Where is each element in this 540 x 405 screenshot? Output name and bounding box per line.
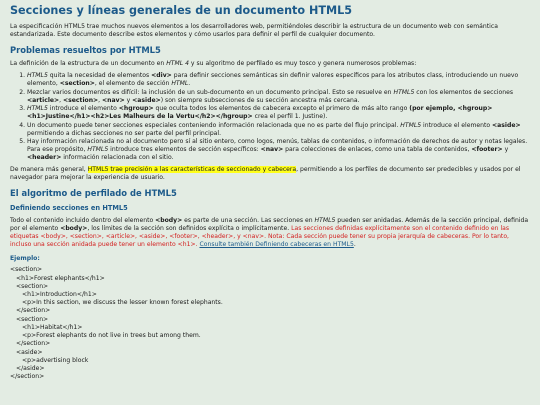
code-line: </section> bbox=[16, 340, 51, 348]
code-line: <section> bbox=[16, 315, 49, 323]
code-line: <p>In this section, we discuss the lesser known forest elephants. bbox=[22, 299, 223, 307]
list-item: 4. Un documento puede tener secciones especiales conteniendo información relacionada que no es parte del flujo principal. HTML5 introduce el elemento <aside> permitiendo a dichas secciones no ser parte del perfil principal. bbox=[27, 122, 530, 138]
problems-intro: La definición de la estructura de un documento en HTML 4 y su algoritmo de perfilado es muy tosco y genera numerosos problemas: bbox=[10, 59, 417, 67]
code-line: <p>Forest elephants do not live in trees but among them. bbox=[22, 332, 201, 340]
highlighted-text: HTML5 trae precisión a las características de seccionado y cabecera bbox=[87, 166, 297, 174]
heading-definiendo-secciones: Definiendo secciones en HTML5 bbox=[10, 204, 128, 213]
code-line: <p>advertising block bbox=[22, 356, 89, 364]
intro-paragraph: La especificación HTML5 trae muchos nuevos elementos a los desarrolladores web, permitiéndoles describir la estructura de un documento web con semántica estandarizada. Este documento describe estos elementos y cómo usarlos para definir el perfil de cualquier documento. bbox=[10, 22, 498, 38]
sections-paragraph: Todo el contenido incluido dentro del elemento <body> es parte de una sección. Las secciones en HTML5 pueden ser anidadas. Además de la sección principal, definida por el elemento <body>, los límites de la sección son definidos explícita o implícitamente. Las secciones definidas explícitamente son el contenido definido en las etiquetas <body>, <section>, <article>, <aside>, <footer>, <header>, y <nav>. Nota: Cada sección puede tener su propia jerarquía de cabeceras. Por lo tanto, incluso una sección anidada puede tener un elemento <h1>. Consulte también Definiendo cabeceras en HTML5. bbox=[10, 217, 529, 249]
code-line: </section> bbox=[16, 307, 51, 315]
code-line: <section> bbox=[16, 282, 49, 290]
list-item: 2. Mezclar varios documentos es difícil: la inclusión de un sub-documento en un documento principal. Esto se resuelve en HTML5 con los elementos de secciones <article>, <section>, <nav> y <aside>) son siempre subsecciones de su sección ancestra más cercana. bbox=[27, 89, 530, 105]
code-line: </aside> bbox=[16, 364, 45, 372]
list-item: 5. Hay información relacionada no al documento pero sí al sitio entero, como logos, menús, tablas de contenidos, o información de derechos de autor y notas legales. Para ese propósito, HTML5 introduce tres elementos de sección específicos: <nav> para colecciones de enlaces, como una tabla de contenidos, <footer> y <header> información relacionada con el sitio. bbox=[27, 138, 530, 162]
explicit-sections-note: Las secciones definidas explícitamente son el contenido definido en las etiquetas <body>, <section>, <article>, <aside>, <footer>, <header>, y <nav>. Nota: Cada sección puede tener su propia jerarquía de cabeceras. Por lo tanto, incluso una sección anidada puede tener un elemento <h1>. bbox=[10, 225, 510, 249]
code-example bbox=[10, 266, 530, 381]
code-line: </section> bbox=[10, 373, 45, 381]
problems-list bbox=[10, 72, 530, 162]
list-item: 3. HTML5 introduce el elemento <hgroup> que oculta todos los elementos de cabecera excepto el primero de más alto rango (por ejemplo, <hgroup><h1>Justine</h1><h2>Les Malheurs de la Vertu</h2></hgroup> crea el perfil 1. Justine). bbox=[27, 105, 530, 121]
link-definiendo-cabeceras[interactable]: Consulte también Definiendo cabeceras en HTML5 bbox=[199, 241, 354, 249]
heading-algoritmo: El algoritmo de perfilado de HTML5 bbox=[10, 188, 177, 199]
code-line: <h1>Introduction</h1> bbox=[22, 290, 97, 298]
example-label: Ejemplo: bbox=[10, 255, 40, 263]
code-line: <h1>Habitat</h1> bbox=[22, 323, 83, 331]
summary-paragraph: De manera más general, HTML5 trae precisión a las características de seccionado y cabecera, permitiendo a los perfiles de documento ser predecibles y usados por el navegador para mejorar la experiencia de usuario. bbox=[10, 166, 521, 182]
code-line: <section> bbox=[10, 266, 43, 274]
list-item: 1. HTML5 quita la necesidad de elementos <div> para definir secciones semánticas sin definir valores específicos para los atributos class, introduciendo un nuevo elemento, <section>, el elemento de sección HTML. bbox=[27, 72, 530, 88]
code-line: <aside> bbox=[16, 348, 43, 356]
heading-problemas: Problemas resueltos por HTML5 bbox=[10, 44, 161, 55]
page-title: Secciones y líneas generales de un documento HTML5 bbox=[10, 4, 353, 17]
code-line: <h1>Forest elephants</h1> bbox=[16, 274, 105, 282]
